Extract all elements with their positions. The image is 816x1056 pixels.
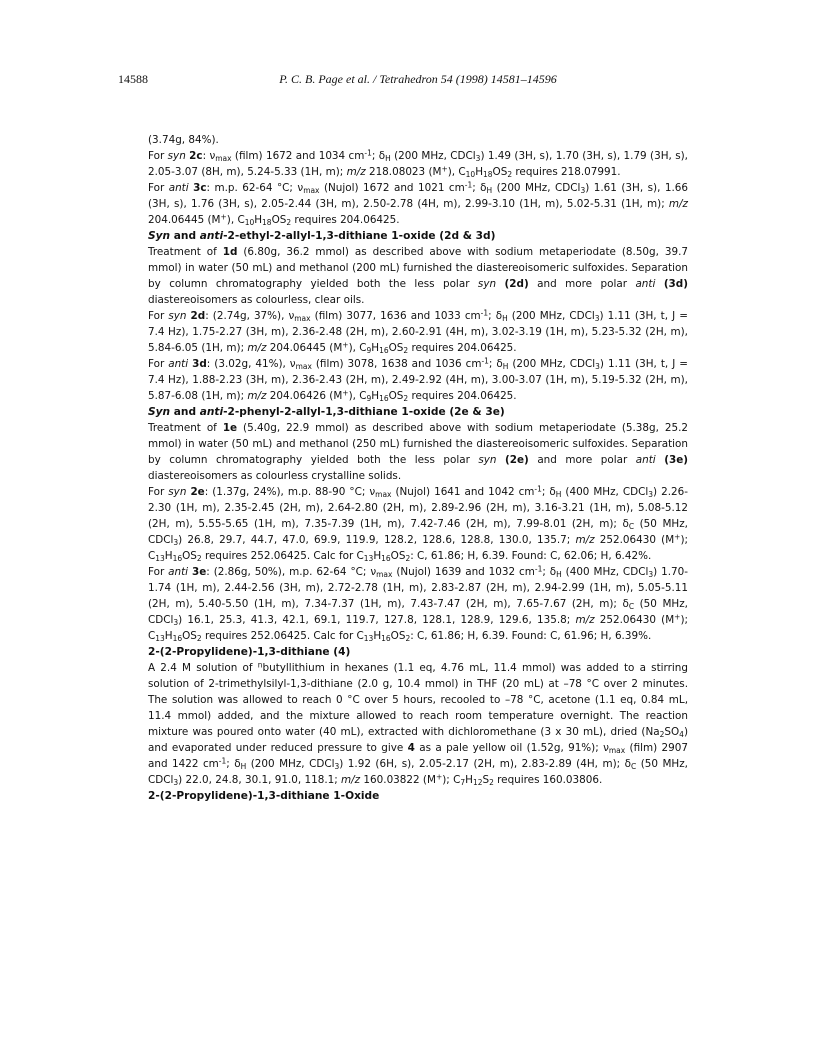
paragraph: For syn 2d: (2.74g, 37%), $\nu_{max}$ (film) 3077, 1636 and 1033 $cm^{-1}$; $\delta_H$ (200 MHz, CDCl$_3$) 1.11 (3H, t, J = 7.4 Hz), 1.75-2.27 (3H, m), 2.36-2.48 (2H, m), 2.60-2.91 (4H, m), 3.02-3.19 (1H, m), 5.23-5.32 (2H, m), 5.84-6.05 (1H, m); m/z 204.06445 (M+), $C_9H_{16}OS_2$ requires 204.06425. (148, 308, 688, 355)
paragraph: For anti 3d: (3.02g, 41%), $\nu_{max}$ (film) 3078, 1638 and 1036 $cm^{-1}$; $\delta_H$ (200 MHz, CDCl$_3$) 1.11 (3H, t, J = 7.4 Hz), 1.88-2.23 (3H, m), 2.36-2.43 (2H, m), 2.49-2.92 (4H, m), 3.00-3.07 (1H, m), 5.19-5.32 (2H, m), 5.87-6.08 (1H, m); m/z 204.06426 (M+), $C_9H_{16}OS_2$ requires 204.06425. (148, 356, 688, 403)
paragraph: Treatment of 1e (5.40g, 22.9 mmol) as described above with sodium metaperiodate (5.38g, 25.2 mmol) in water (50 mL) and methanol (250 mL) furnished the diastereoisomeric sulfoxides. Separation by column chromatography yielded both the less polar syn (2e) and more polar anti (3e) diastereoisomers as colourless crystalline solids. (148, 422, 688, 482)
section-heading: Syn and anti-2-phenyl-2-allyl-1,3-dithiane 1-oxide (2e & 3e) (148, 406, 505, 418)
running-header (118, 72, 718, 88)
paragraph: For syn 2c: $\nu_{max}$ (film) 1672 and 1034 $cm^{-1}$; $\delta_H$ (200 MHz, CDCl$_3$) 1.49 (3H, s), 1.70 (3H, s), 1.79 (3H, s), 2.05-3.07 (8H, m), 5.24-5.33 (1H, m); m/z 218.08023 (M+), $C_{10}H_{18}OS_2$ requires 218.07991. (148, 148, 688, 179)
section-heading: 2-(2-Propylidene)-1,3-dithiane 1-Oxide (148, 790, 380, 802)
section-heading: Syn and anti-2-ethyl-2-allyl-1,3-dithiane 1-oxide (2d & 3d) (148, 230, 496, 242)
paragraph: For syn 2e: (1.37g, 24%), m.p. 88-90 °C; $\nu_{max}$ (Nujol) 1641 and 1042 $cm^{-1}$; $\delta_H$ (400 MHz, CDCl$_3$) 2.26-2.30 (1H, m), 2.35-2.45 (2H, m), 2.64-2.80 (2H, m), 2.89-2.96 (2H, m), 3.16-3.21 (1H, m), 5.08-5.12 (2H, m), 5.55-5.65 (1H, m), 7.35-7.39 (1H, m), 7.42-7.46 (2H, m), 7.99-8.01 (2H, m); $\delta_C$ (50 MHz, CDCl$_3$) 26.8, 29.7, 44.7, 47.0, 69.9, 119.9, 128.2, 128.6, 128.8, 130.0, 135.7; m/z 252.06430 (M+); $C_{13}H_{16}OS_2$ requires 252.06425. Calc for $C_{13}H_{16}OS_2$: C, 61.86; H, 6.39. Found: C, 62.06; H, 6.42%. (148, 484, 689, 563)
running-head-citation: P. C. B. Page et al. / Tetrahedron 54 (1998) 14581–14596 (279, 72, 557, 86)
paragraph: (3.74g, 84%). (148, 134, 219, 146)
paragraph: For anti 3e: (2.86g, 50%), m.p. 62-64 °C; $\nu_{max}$ (Nujol) 1639 and 1032 $cm^{-1}$; $\delta_H$ (400 MHz, CDCl$_3$) 1.70-1.74 (1H, m), 2.44-2.56 (3H, m), 2.72-2.78 (1H, m), 2.83-2.87 (2H, m), 2.94-2.99 (1H, m), 5.05-5.11 (2H, m), 5.40-5.50 (1H, m), 7.34-7.37 (1H, m), 7.43-7.47 (2H, m), 7.65-7.67 (2H, m); $\delta_C$ (50 MHz, CDCl$_3$) 16.1, 25.3, 41.3, 42.1, 69.1, 119.7, 127.8, 128.1, 128.9, 129.6, 135.8; m/z 252.06430 (M+); $C_{13}H_{16}OS_2$ requires 252.06425. Calc for $C_{13}H_{16}OS_2$: C, 61.86; H, 6.39. Found: C, 61.96; H, 6.39%. (148, 564, 688, 643)
paragraph: Treatment of 1d (6.80g, 36.2 mmol) as described above with sodium metaperiodate (8.50g, 39.7 mmol) in water (50 mL) and methanol (200 mL) furnished the diastereoisomeric sulfoxides. Separation by column chromatography yielded both the less polar syn (2d) and more polar anti (3d) diastereoisomers as colourless, clear oils. (148, 246, 688, 306)
page-number: 14588 (118, 72, 148, 86)
section-heading: 2-(2-Propylidene)-1,3-dithiane (4) (148, 646, 351, 658)
paragraph: For anti 3c: m.p. 62-64 °C; $\nu_{max}$ (Nujol) 1672 and 1021 $cm^{-1}$; $\delta_H$ (200 MHz, CDCl$_3$) 1.61 (3H, s), 1.66 (3H, s), 1.76 (3H, s), 2.05-2.44 (3H, m), 2.50-2.78 (4H, m), 2.99-3.10 (1H, m), 5.02-5.31 (1H, m); m/z 204.06445 (M+), $C_{10}H_{18}OS_2$ requires 204.06425. (148, 180, 688, 227)
paragraph: A 2.4 M solution of $^n$butyllithium in hexanes (1.1 eq, 4.76 mL, 11.4 mmol) was added to a stirring solution of 2-trimethylsilyl-1,3-dithiane (2.0 g, 10.4 mmol) in THF (20 mL) at –78 °C over 2 minutes. The solution was allowed to reach 0 °C over 5 hours, recooled to –78 °C, acetone (1.1 eq, 0.84 mL, 11.4 mmol) added, and the mixture allowed to reach room temperature overnight. The reaction mixture was poured onto water (40 mL), extracted with dichloromethane (3 x 30 mL), dried $(Na_2SO_4)$ and evaporated under reduced pressure to give 4 as a pale yellow oil (1.52g, 91%); $\nu_{max}$ (film) 2907 and 1422 $cm^{-1}$; $\delta_H$ (200 MHz, CDCl$_3$) 1.92 (6H, s), 2.05-2.17 (2H, m), 2.83-2.89 (4H, m); $\delta_C$ (50 MHz, CDCl$_3$) 22.0, 24.8, 30.1, 91.0, 118.1; m/z 160.03822 (M+); $C_7H_{12}S_2$ requires 160.03806. (148, 660, 688, 787)
article-body (148, 132, 688, 804)
